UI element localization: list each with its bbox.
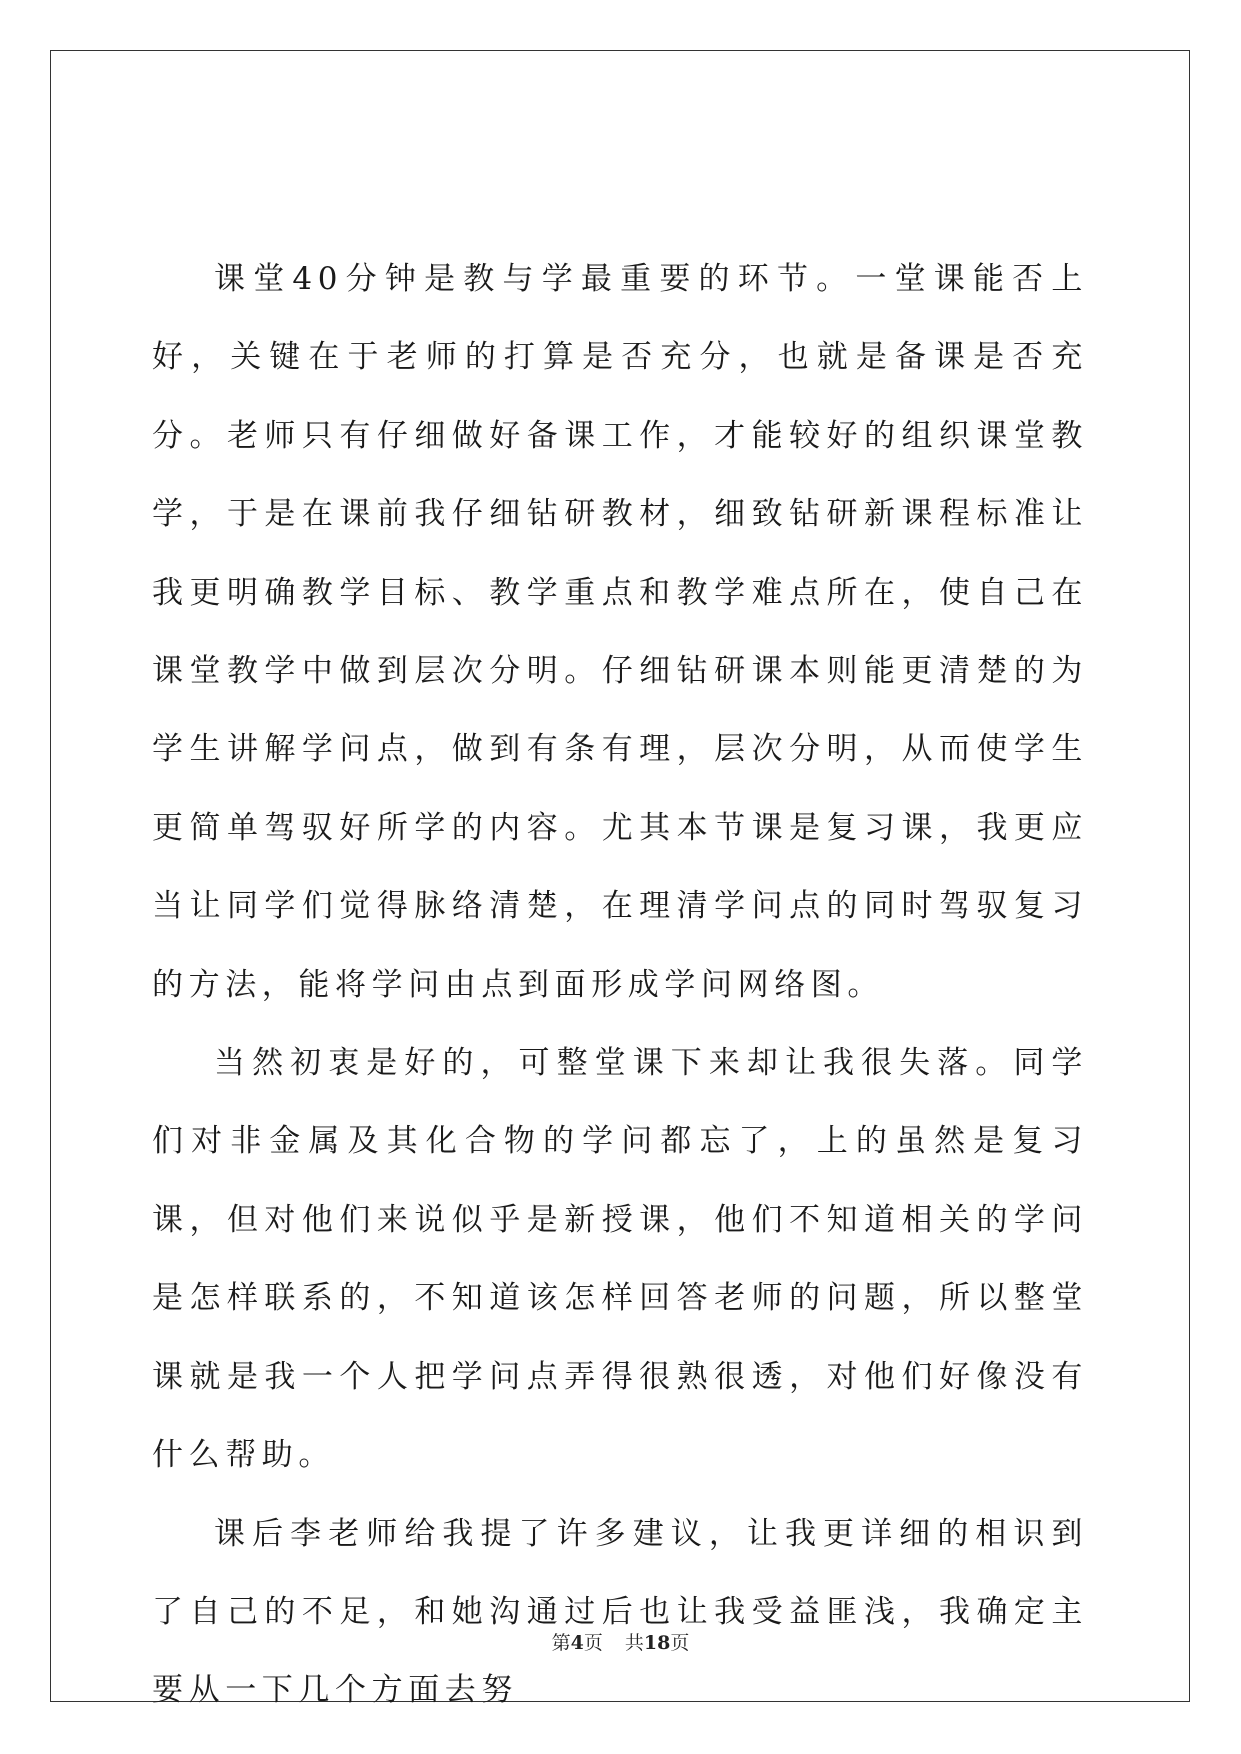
paragraph-2: 当然初衷是好的，可整堂课下来却让我很失落。同学们对非金属及其化合物的学问都忘了，上的虽然是复习课，但对他们来说似乎是新授课，他们不知道相关的学问是怎样联系的，不知道该怎样回答老师的问题，所以整堂课就是我一个人把学问点弄得很熟很透，对他们好像没有什么帮助。 xyxy=(152,1045,1088,1474)
page-number-total: 18 xyxy=(643,1632,671,1654)
page-total-prefix: 共 xyxy=(624,1632,644,1654)
paragraph-1: 课堂40分钟是教与学最重要的环节。一堂课能否上好，关键在于老师的打算是否充分，也就是备课是否充分。老师只有仔细做好备课工作，才能较好的组织课堂教学，于是在课前我仔细钻研教材，细致钻研新课程标准让我更明确教学目标、教学重点和教学难点所在，使自己在课堂教学中做到层次分明。仔细钻研课本则能更清楚的为学生讲解学问点，做到有条有理，层次分明，从而使学生更简单驾驭好所学的内容。尤其本节课是复习课，我更应当让同学们觉得脉络清楚，在理清学问点的同时驾驭复习的方法，能将学问由点到面形成学问网络图。 xyxy=(152,261,1088,1003)
page-number-suffix: 页 xyxy=(583,1632,603,1654)
page-footer xyxy=(0,1628,1241,1655)
page-number-current: 4 xyxy=(570,1632,584,1654)
page-total-suffix: 页 xyxy=(670,1632,690,1654)
paragraph-3: 课后李老师给我提了许多建议，让我更详细的相识到了自己的不足，和她沟通过后也让我受益匪浅，我确定主要从一下几个方面去努 xyxy=(152,1515,1088,1709)
page-number-prefix: 第 xyxy=(551,1632,571,1654)
document-body xyxy=(152,240,1088,1730)
